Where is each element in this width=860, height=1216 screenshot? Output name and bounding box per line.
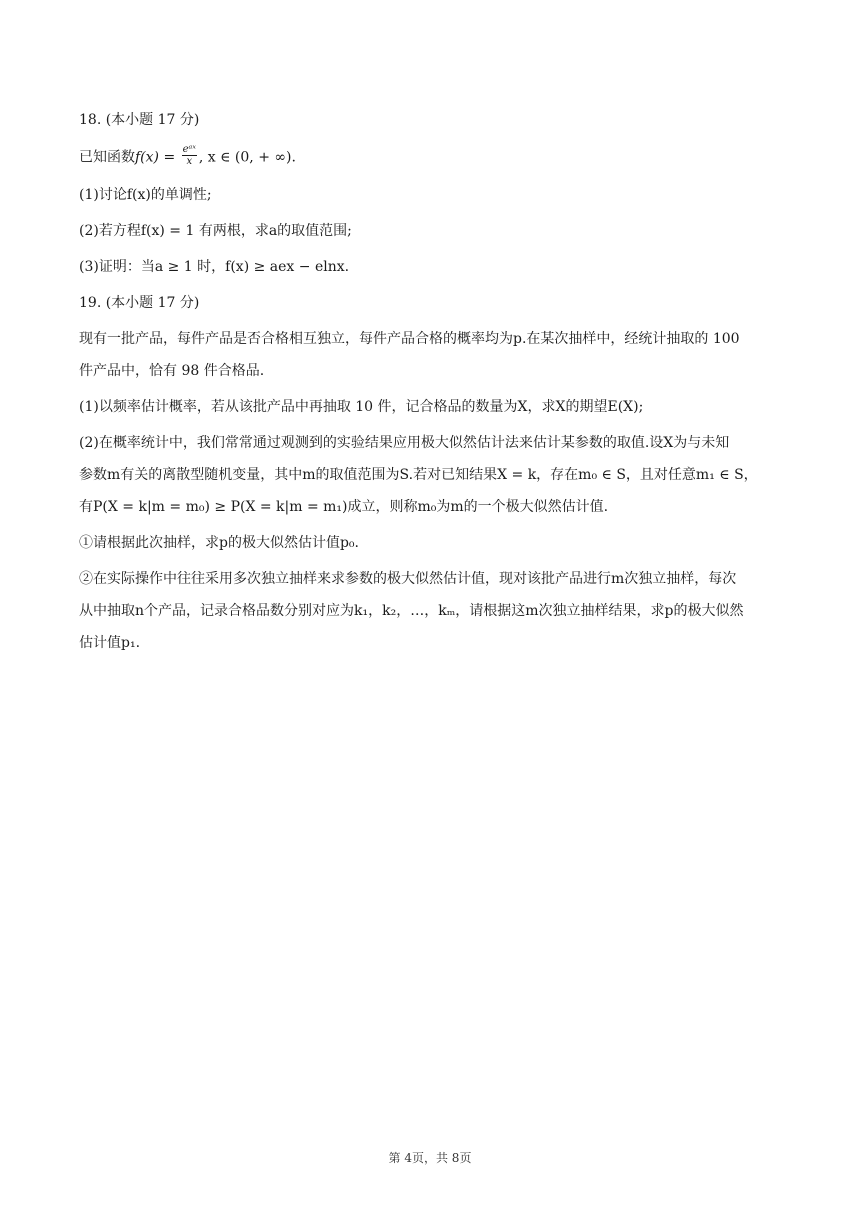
q19-heading: 19. (本小题 17 分) — [79, 295, 200, 311]
q18-function-lhs: f(x) = — [135, 149, 180, 166]
q18-part2: (2)若方程f(x) = 1 有两根，求a的取值范围; — [79, 223, 352, 239]
q19-part2 — [79, 433, 781, 517]
q19-part1: (1)以频率估计概率，若从该批产品中再抽取 10 件，记合格品的数量为X，求X的期望E(X); — [79, 399, 644, 415]
q18-fraction-numerator: eᵃˣ — [182, 144, 196, 155]
q18-fraction-denominator: x — [186, 156, 193, 167]
q19-part2-line: (2)在概率统计中，我们常常通过观测到的实验结果应用极大似然估计法来估计某参数的取值.设X为与未知 — [79, 435, 730, 451]
exam-page-content — [79, 110, 781, 669]
q19-intro-line: 件产品中，恰有 98 件合格品. — [79, 363, 265, 379]
q19-part2-line: 有P(X = k|m = m₀) ≥ P(X = k|m = m₁)成立，则称m₀为m的一个极大似然估计值. — [79, 499, 609, 515]
q19-sub2 — [79, 569, 781, 653]
q18-part1: (1)讨论f(x)的单调性; — [79, 187, 212, 203]
q18-heading: 18. (本小题 17 分) — [79, 112, 200, 128]
q18-intro-prefix: 已知函数 — [79, 149, 135, 166]
q19-sub2-line: 从中抽取n个产品，记录合格品数分别对应为k₁，k₂，…，kₘ，请根据这m次独立抽样结果，求p的极大似然 — [79, 603, 744, 619]
q19-sub2-line: ②在实际操作中往往采用多次独立抽样来求参数的极大似然估计值，现对该批产品进行m次独立抽样，每次 — [79, 571, 737, 587]
q18-intro — [79, 146, 781, 169]
q19-sub1: ①请根据此次抽样，求p的极大似然估计值p₀. — [79, 535, 359, 551]
q19-sub2-line: 估计值p₁. — [79, 635, 141, 651]
q19-intro-line: 现有一批产品，每件产品是否合格相互独立，每件产品合格的概率均为p.在某次抽样中，经统计抽取的 100 — [79, 331, 740, 347]
q19-intro — [79, 329, 781, 381]
q18-part3: (3)证明：当a ≥ 1 时，f(x) ≥ aex − elnx. — [79, 259, 350, 275]
q18-fraction — [182, 144, 197, 167]
q19-part2-line: 参数m有关的离散型随机变量，其中m的取值范围为S.若对已知结果X = k，存在m₀ ∈ S，且对任意m₁ ∈ S， — [79, 467, 758, 483]
page-footer: 第 4页，共 8页 — [388, 1151, 472, 1165]
q18-intro-suffix: , x ∈ (0, + ∞). — [198, 149, 296, 166]
